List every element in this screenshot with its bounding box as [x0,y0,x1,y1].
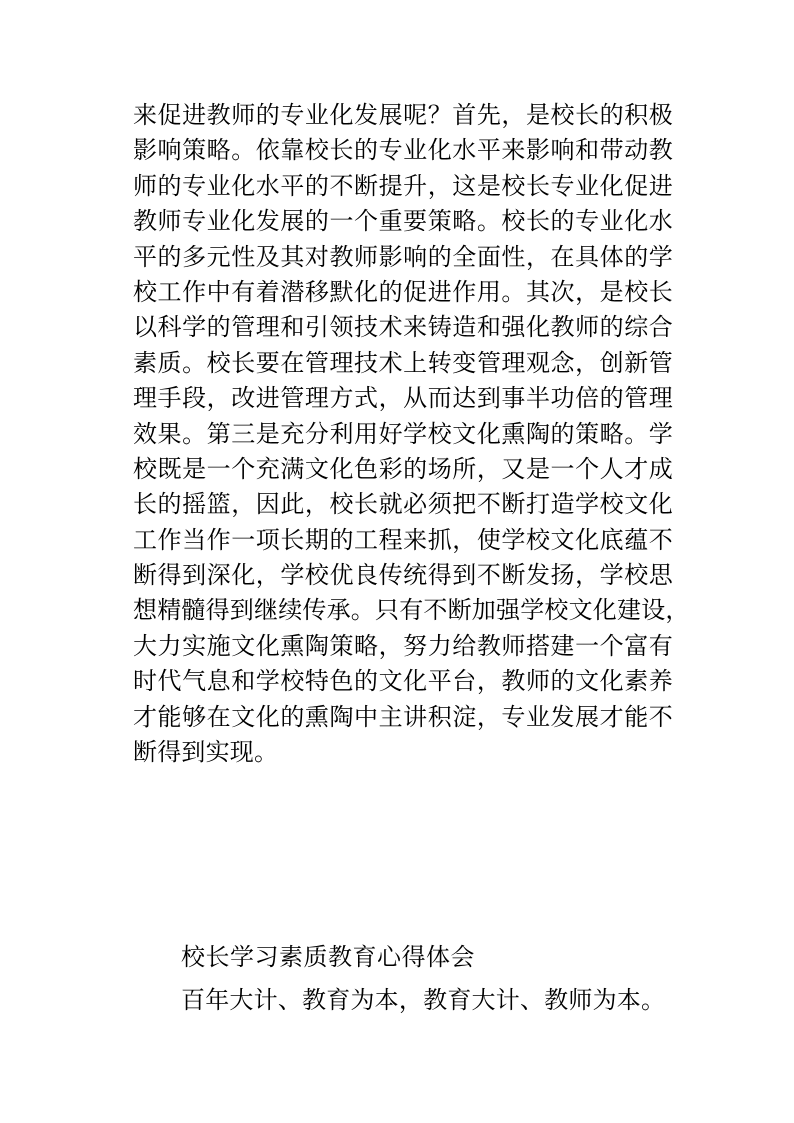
paragraph-line: 理手段，改进管理方式，从而达到事半功倍的管理 [133,384,673,413]
paragraph-line: 来促进教师的专业化发展呢？首先，是校长的积极 [133,101,673,129]
section-heading: 校长学习素质教育心得体会 [181,943,475,971]
paragraph-line: 断得到实现。 [133,738,279,767]
paragraph-line: 平的多元性及其对教师影响的全面性，在具体的学 [133,242,673,271]
paragraph-line: 时代气息和学校特色的文化平台，教师的文化素养 [133,667,673,696]
paragraph-line: 师的专业化水平的不断提升，这是校长专业化促进 [133,171,673,200]
paragraph-line: 教师专业化发展的一个重要策略。校长的专业化水 [133,207,673,236]
paragraph-line: 以科学的管理和引领技术来铸造和强化教师的综合 [133,313,673,342]
paragraph-line: 影响策略。依靠校长的专业化水平来影响和带动教 [133,136,673,165]
paragraph-line: 才能够在文化的熏陶中主讲积淀，专业发展才能不 [133,702,673,731]
body-paragraph [133,98,690,770]
paragraph-line: 素质。校长要在管理技术上转变管理观念，创新管 [133,348,673,377]
paragraph-line: 大力实施文化熏陶策略，努力给教师搭建一个富有 [133,631,673,660]
paragraph-line: 校既是一个充满文化色彩的场所，又是一个人才成 [133,454,673,483]
paragraph-line: 想精髓得到继续传承。只有不断加强学校文化建设， [133,596,690,625]
second-paragraph: 百年大计、教育为本，教育大计、教师为本。 [181,986,665,1014]
paragraph-line: 效果。第三是充分利用好学校文化熏陶的策略。学 [133,419,673,448]
paragraph-line: 断得到深化，学校优良传统得到不断发扬，学校思 [133,561,673,590]
paragraph-line: 长的摇篮，因此，校长就必须把不断打造学校文化 [133,490,673,519]
paragraph-line: 校工作中有着潜移默化的促进作用。其次，是校长 [133,277,673,306]
paragraph-line: 工作当作一项长期的工程来抓，使学校文化底蕴不 [133,525,673,554]
